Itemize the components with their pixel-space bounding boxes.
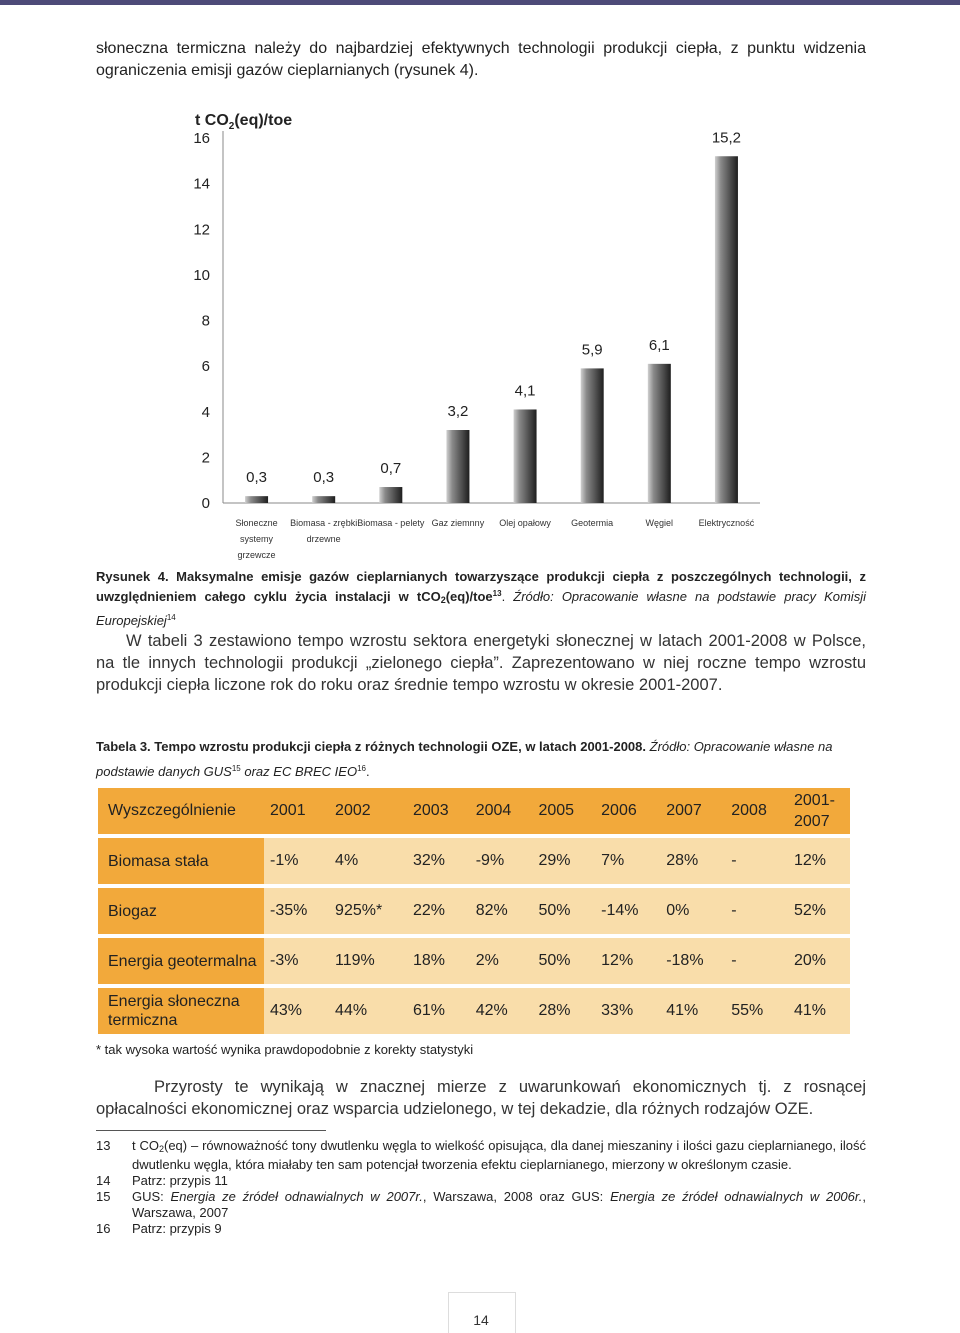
header-year-cell: 2001-2007: [788, 788, 850, 838]
x-tick-label: Gaz ziemnny: [431, 518, 485, 528]
y-tick-label: 10: [193, 266, 210, 284]
bar-value-label: 5,9: [581, 341, 603, 359]
header-year-cell: 2005: [532, 788, 595, 838]
y-tick-label: 4: [201, 403, 210, 421]
x-tick-label: Biomasa - pelety: [357, 518, 425, 528]
value-cell: 61%: [407, 988, 470, 1038]
x-tick-label: Biomasa - zrębki: [290, 518, 358, 528]
y-tick-label: 6: [201, 358, 210, 376]
top-accent-line: [0, 0, 960, 5]
header-year-cell: 2003: [407, 788, 470, 838]
intro-paragraph: słoneczna termiczna należy do najbardziej efektywnych technologii produkcji ciepła, z punktu widzenia ograniczenia emisji gazów cieplarnianych (rysunek 4).: [96, 40, 866, 79]
table-row: [98, 938, 850, 988]
table-source-ref-2: 16: [357, 764, 366, 773]
value-cell: -3%: [264, 938, 329, 988]
header-year-cell: 2006: [595, 788, 660, 838]
value-cell: 43%: [264, 988, 329, 1038]
figure-title-end: (eq)/toe: [445, 589, 493, 604]
value-cell: 41%: [788, 988, 850, 1038]
value-cell: 925%*: [329, 888, 407, 938]
y-tick-label: 2: [201, 449, 210, 467]
bar-value-label: 0,3: [246, 469, 267, 487]
value-cell: 4%: [329, 838, 407, 888]
value-cell: 2%: [470, 938, 533, 988]
row-label-cell: Biomasa stała: [98, 838, 264, 888]
value-cell: 28%: [660, 838, 725, 888]
y-tick-label: 8: [201, 312, 210, 330]
figure-footnote-ref: 13: [492, 589, 502, 598]
y-axis-title: t $CO_2(eq)$/toe: [195, 112, 293, 132]
bar: [715, 156, 738, 503]
y-axis-ticks: [193, 130, 210, 512]
table-row: [98, 838, 850, 888]
growth-table: [98, 788, 850, 1038]
value-cell: 52%: [788, 888, 850, 938]
footnotes: [96, 1138, 866, 1237]
table-caption: Tabela 3. Tempo wzrostu produkcji ciepła z różnych technologii OZE, w latach 2001-2008. Źródło: Opracowanie własne na podstawie danych GUS$^{15}$ oraz EC BREC IEO$^{16}$.: [96, 739, 833, 779]
bar: [514, 409, 537, 503]
value-cell: 41%: [660, 988, 725, 1038]
figure-title: Maksymalne emisje gazów cieplarnianych towarzyszące produkcji ciepła z poszczególnych technologii, z uwzględnieniem całego cyklu życia instalacji w tCO: [96, 569, 866, 604]
figure-source-ref: 14: [166, 613, 176, 622]
value-cell: -: [725, 888, 788, 938]
bar: [648, 364, 671, 503]
row-label-cell: Energia geotermalna: [98, 938, 264, 988]
figure-sub: 2: [440, 595, 446, 605]
row-label-cell: Energia słoneczna termiczna: [98, 988, 264, 1038]
value-cell: 44%: [329, 988, 407, 1038]
value-cell: 22%: [407, 888, 470, 938]
x-tick-label: Elektryczność: [698, 518, 755, 528]
body-paragraph-2: Przyrosty te wynikają w znacznej mierze z uwarunkowań ekonomicznych tj. z rosnącej opłacalności ekonomicznej oraz wsparcia udzielonego, w tej dekadzie, dla różnych rodzajów OZE.: [96, 1078, 866, 1118]
value-cell: 50%: [532, 938, 595, 988]
value-cell: 32%: [407, 838, 470, 888]
value-cell: -: [725, 838, 788, 888]
header-year-cell: 2001: [264, 788, 329, 838]
x-axis-labels-group: [236, 518, 755, 560]
bar-value-label: 3,2: [447, 403, 469, 420]
bar: [581, 368, 604, 503]
bar-value-label: 0,7: [380, 460, 402, 478]
value-cell: 55%: [725, 988, 788, 1038]
table-header-row: [98, 788, 850, 838]
header-label-cell: Wyszczególnienie: [98, 788, 264, 838]
x-tick-label: grzewcze: [237, 550, 276, 560]
bar-value-label: 15,2: [711, 129, 742, 147]
table-source-ref-1: 15: [231, 764, 241, 773]
y-tick-label: 14: [193, 175, 210, 193]
value-cell: 29%: [532, 838, 595, 888]
value-cell: 18%: [407, 938, 470, 988]
x-tick-label: Węgiel: [645, 518, 674, 528]
footnote-15: 15 GUS: Energia ze źródeł odnawialnych w 2007r., Warszawa, 2008 oraz GUS: Energia ze źródeł odnawialnych w 2006r., Warszawa, 2007: [96, 1189, 866, 1220]
footnote-13: 13 t $CO_2(eq)$ – równoważność tony dwutlenku węgla to wielkość opisująca, dla danej mieszaniny i ilości gazu cieplarnianego, ilość dwutlenku węgla, która miałaby ten sam potencjał tworzenia efektu cieplarnianego, mierzony w określonym czasie.: [96, 1138, 866, 1172]
value-cell: 50%: [532, 888, 595, 938]
figure-caption: [96, 568, 866, 629]
value-cell: 20%: [788, 938, 850, 988]
table-source-1: Źródło: Opracowanie własne na podstawie danych GUS: [96, 739, 833, 779]
page-number: 14: [473, 1312, 489, 1328]
table-row: [98, 988, 850, 1038]
figure-source: Źródło: Opracowanie własne na podstawie pracy Komisji Europejskiej: [96, 589, 866, 628]
value-cell: -35%: [264, 888, 329, 938]
emissions-bar-chart: [180, 105, 770, 565]
value-cell: 33%: [595, 988, 660, 1038]
value-cell: -18%: [660, 938, 725, 988]
y-tick-label: 12: [193, 221, 210, 239]
row-label-cell: Biogaz: [98, 888, 264, 938]
figure-dot: .: [501, 589, 514, 604]
bar: [312, 496, 335, 503]
x-tick-label: Geotermia: [571, 518, 614, 528]
bar: [379, 487, 402, 503]
value-cell: 42%: [470, 988, 533, 1038]
y-tick-label: 16: [193, 130, 210, 147]
x-tick-label: Olej opałowy: [499, 518, 551, 528]
table-title: Tempo wzrostu produkcji ciepła z różnych technologii OZE, w latach 2001-2008.: [150, 739, 647, 754]
header-year-cell: 2008: [725, 788, 788, 838]
header-year-cell: 2007: [660, 788, 725, 838]
body-paragraph-1: W tabeli 3 zestawiono tempo wzrostu sektora energetyki słonecznej w latach 2001-2008 w Polsce, na tle innych technologii produkcji „zielonego ciepła”. Zaprezentowano w niej roczne tempo wzrostu produkcji ciepła liczone rok do roku oraz średnie tempo wzrostu w okresie 2001-2007.: [96, 632, 866, 694]
value-cell: -9%: [470, 838, 533, 888]
bar-value-label: 4,1: [514, 382, 536, 400]
footnote-16: 16 Patrz: przypis 9: [96, 1221, 222, 1236]
bar: [446, 430, 469, 503]
value-cell: 7%: [595, 838, 660, 888]
value-cell: 0%: [660, 888, 725, 938]
bar-value-label: 0,3: [313, 469, 335, 487]
y-tick-label: 0: [201, 495, 210, 512]
x-tick-label: drzewne: [306, 534, 341, 544]
figure-label: Rysunek 4.: [96, 569, 169, 584]
value-cell: 82%: [470, 888, 533, 938]
header-year-cell: 2004: [470, 788, 533, 838]
x-tick-label: systemy: [240, 534, 274, 544]
table-row: [98, 888, 850, 938]
value-cell: -14%: [595, 888, 660, 938]
x-tick-label: Słoneczne: [235, 518, 278, 528]
value-cell: -1%: [264, 838, 329, 888]
header-year-cell: 2002: [329, 788, 407, 838]
table-label: Tabela 3.: [96, 739, 151, 754]
table-source-2: oraz EC BREC IEO: [240, 764, 358, 779]
value-cell: 28%: [532, 988, 595, 1038]
footnote-rule: [96, 1130, 326, 1131]
footnote-14: 14 Patrz: przypis 11: [96, 1173, 228, 1188]
value-cell: 12%: [595, 938, 660, 988]
table-note: * tak wysoka wartość wynika prawdopodobnie z korekty statystyki: [96, 1042, 474, 1057]
bars-group: [245, 156, 738, 503]
value-cell: 12%: [788, 838, 850, 888]
bar-value-label: 6,1: [648, 336, 670, 354]
bar: [245, 496, 268, 503]
value-cell: -: [725, 938, 788, 988]
value-cell: 119%: [329, 938, 407, 988]
